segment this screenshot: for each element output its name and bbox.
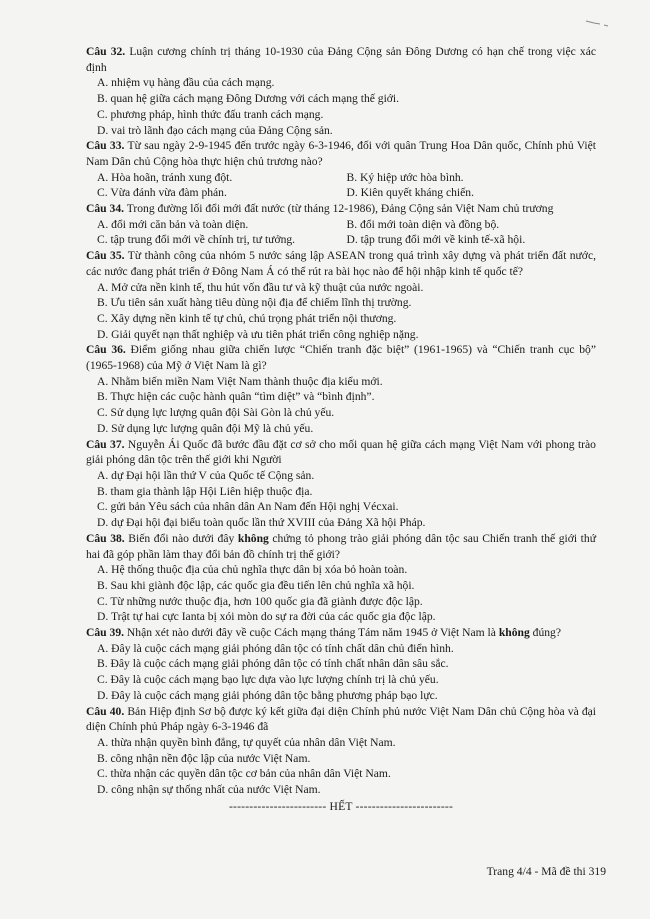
option-d: D. Sử dụng lực lượng quân đội Mỹ là chủ yếu. <box>97 421 314 435</box>
option-b: B. Ưu tiên sản xuất hàng tiêu dùng nội địa để chiếm lĩnh thị trường. <box>97 296 412 310</box>
option-a: A. đổi mới căn bản và toàn diện. <box>97 217 249 231</box>
negation-keyword: không <box>498 626 530 640</box>
question-stem: Câu 34. Trong đường lối đổi mới đất nước (từ tháng 12-1986), Đảng Cộng sản Việt Nam chủ trương <box>86 202 554 216</box>
option-d: D. Đây là cuộc cách mạng giải phóng dân tộc bằng phương pháp bạo lực. <box>97 688 438 702</box>
question-39 <box>86 625 596 704</box>
option-b: B. Đây là cuộc cách mạng giải phóng dân tộc có tính chất nhân dân sâu sắc. <box>97 657 449 671</box>
question-stem: Câu 36. Điểm giống nhau giữa chiến lược “Chiến tranh đặc biệt” (1961-1965) và “Chiến tranh cục bộ” (1965-1968) của Mỹ ở Việt Nam là gì? <box>86 343 596 373</box>
question-35 <box>86 248 596 342</box>
option-b: B. quan hệ giữa cách mạng Đông Dương với cách mạng thế giới. <box>97 92 400 106</box>
option-c: C. Sử dụng lực lượng quân đội Sài Gòn là chủ yếu. <box>97 406 335 420</box>
question-40 <box>86 704 596 798</box>
option-a: A. dự Đại hội lần thứ V của Quốc tế Cộng sản. <box>97 468 315 482</box>
question-stem: Câu 37. Nguyễn Ái Quốc đã bước đầu đặt cơ sở cho mối quan hệ giữa cách mạng Việt Nam với phong trào giải phóng dân tộc trên thế giới khi Người <box>86 437 596 467</box>
option-b: B. Thực hiện các cuộc hành quân “tìm diệt” và “bình định”. <box>97 390 375 404</box>
option-c: C. Vừa đánh vừa đàm phán. <box>97 186 227 200</box>
option-b: B. đổi mới toàn diện và đồng bộ. <box>346 217 500 231</box>
option-c: C. tập trung đổi mới về chính trị, tư tưởng. <box>97 233 296 247</box>
negation-keyword: không <box>237 531 269 545</box>
question-stem: Câu 38. Biến đổi nào dưới đây không chứng tỏ phong trào giải phóng dân tộc sau Chiến tranh thế giới thứ hai đã góp phần làm thay đổi bản đồ chính trị thế giới? <box>86 531 596 561</box>
page-footer: Trang 4/4 - Mã đề thi 319 <box>486 865 606 878</box>
question-stem: Câu 40. Bản Hiệp định Sơ bộ được ký kết giữa đại diện Chính phủ nước Việt Nam Dân chủ Cộng hòa và đại diện Chính phủ Pháp ngày 6-3-1946 đã <box>86 704 596 734</box>
end-marker: ------------------------ HẾT ------------------------ <box>228 799 454 813</box>
question-32 <box>86 44 596 138</box>
question-number: Câu 40. <box>86 704 125 718</box>
question-number: Câu 38. <box>86 531 125 545</box>
option-a: A. Mở cửa nền kinh tế, thu hút vốn đầu tư và kỹ thuật của nước ngoài. <box>97 280 424 294</box>
option-d: D. Kiên quyết kháng chiến. <box>346 186 474 200</box>
question-number: Câu 33. <box>86 139 125 153</box>
question-36 <box>86 342 596 436</box>
option-d: D. Trật tự hai cực Ianta bị xói mòn do sự ra đời của các quốc gia độc lập. <box>97 610 436 624</box>
option-d: D. dự Đại hội đại biểu toàn quốc lần thứ XVIII của Đảng Xã hội Pháp. <box>97 516 426 530</box>
option-d: D. Giải quyết nạn thất nghiệp và ưu tiên phát triển công nghiệp nặng. <box>97 327 419 341</box>
option-a: A. Hòa hoãn, tránh xung đột. <box>97 170 233 184</box>
option-c: C. Từ những nước thuộc địa, hơn 100 quốc gia đã giành được độc lập. <box>97 594 423 608</box>
question-stem: Câu 39. Nhận xét nào dưới đây về cuộc Cách mạng tháng Tám năm 1945 ở Việt Nam là không đúng? <box>86 626 561 640</box>
option-b: B. Ký hiệp ước hòa bình. <box>346 170 464 184</box>
question-number: Câu 32. <box>86 45 126 58</box>
option-a: A. Nhằm biến miền Nam Việt Nam thành thuộc địa kiểu mới. <box>97 374 383 388</box>
question-stem: Câu 33. Từ sau ngày 2-9-1945 đến trước ngày 6-3-1946, đối với quân Trung Hoa Dân quốc, Chính phủ Việt Nam Dân chủ Cộng hòa thực hiện chủ trương nào? <box>86 139 596 168</box>
options-row <box>86 185 596 201</box>
option-a: A. Đây là cuộc cách mạng giải phóng dân tộc có tính chất dân chủ điển hình. <box>97 641 454 655</box>
option-c: C. Đây là cuộc cách mạng bạo lực dựa vào lực lượng chính trị là chủ yếu. <box>97 673 439 687</box>
question-number: Câu 39. <box>86 626 125 640</box>
option-a: A. nhiệm vụ hàng đầu của cách mạng. <box>97 76 275 90</box>
options-row <box>86 170 596 186</box>
options-row <box>86 217 596 233</box>
option-c: C. gửi bản Yêu sách của nhân dân An Nam đến Hội nghị Vécxai. <box>97 500 399 514</box>
pen-mark <box>584 18 614 28</box>
option-d: D. công nhận sự thống nhất của nước Việt Nam. <box>97 783 321 797</box>
question-38 <box>86 531 596 625</box>
option-d: D. tập trung đổi mới về kinh tế-xã hội. <box>346 233 526 247</box>
option-d: D. vai trò lãnh đạo cách mạng của Đảng Cộng sản. <box>97 123 333 137</box>
question-number: Câu 37. <box>86 437 125 451</box>
question-number: Câu 35. <box>86 249 125 263</box>
option-b: B. tham gia thành lập Hội Liên hiệp thuộc địa. <box>97 484 313 498</box>
option-c: C. phương pháp, hình thức đấu tranh cách mạng. <box>97 107 324 121</box>
question-number: Câu 34. <box>86 202 125 216</box>
exam-content <box>86 44 596 814</box>
question-37 <box>86 437 596 531</box>
question-stem: Câu 35. Từ thành công của nhóm 5 nước sáng lập ASEAN trong quá trình xây dựng và phát triển đất nước, các nước đang phát triển ở Đông Nam Á có thể rút ra bài học nào để hội nhập kinh tế quốc tế? <box>86 249 596 278</box>
option-b: B. công nhận nền độc lập của nước Việt Nam. <box>97 751 311 765</box>
question-number: Câu 36. <box>86 343 126 357</box>
options-row <box>86 232 596 248</box>
question-stem: Câu 32. Luận cương chính trị tháng 10-1930 của Đảng Cộng sản Đông Dương có hạn chế trong việc xác định <box>86 45 596 74</box>
option-a: A. thừa nhận quyền bình đẳng, tự quyết của nhân dân Việt Nam. <box>97 735 396 749</box>
option-b: B. Sau khi giành độc lập, các quốc gia đều tiến lên chủ nghĩa xã hội. <box>97 578 415 592</box>
question-33 <box>86 138 596 201</box>
question-34 <box>86 201 596 248</box>
option-c: C. Xây dựng nền kinh tế tự chủ, chú trọng phát triển nội thương. <box>97 311 397 325</box>
option-c: C. thừa nhận các quyền dân tộc cơ bản của nhân dân Việt Nam. <box>97 767 391 781</box>
option-a: A. Hệ thống thuộc địa của chủ nghĩa thực dân bị xóa bỏ hoàn toàn. <box>97 563 408 577</box>
